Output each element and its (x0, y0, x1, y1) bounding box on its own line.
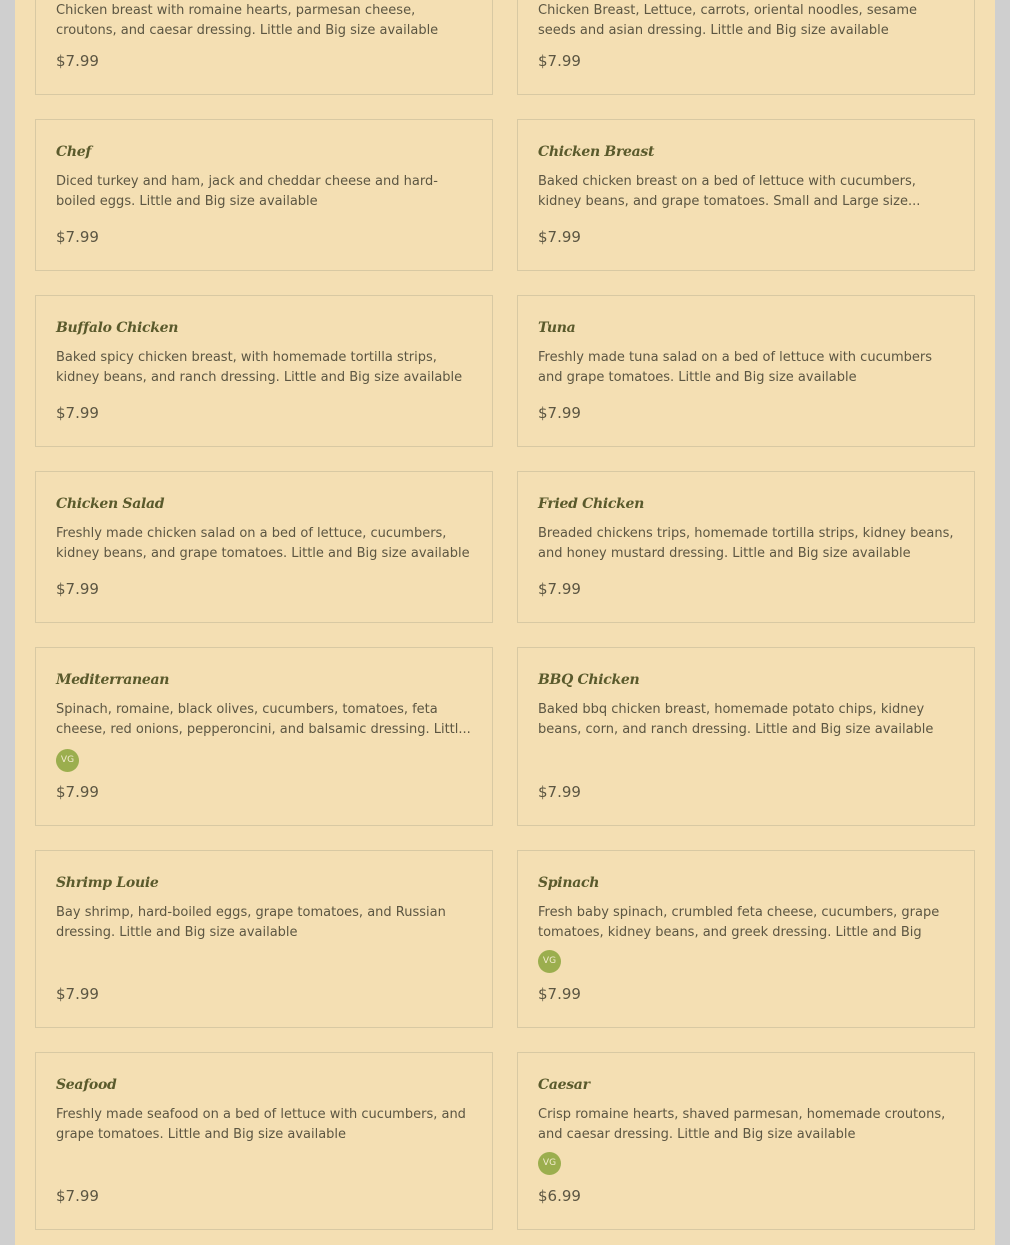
menu-item-name: Caesar (538, 1077, 590, 1093)
menu-item-price: $7.99 (538, 985, 581, 1003)
menu-item-description: Freshly made tuna salad on a bed of lettuce with cucumbers and grape tomatoes. Little and Big size available (538, 350, 932, 385)
menu-item-price: $7.99 (56, 580, 99, 598)
menu-item-price: $7.99 (538, 404, 581, 422)
menu-item-description: Freshly made seafood on a bed of lettuce with cucumbers, and grape tomatoes. Little and Big size available (56, 1107, 466, 1142)
menu-item-price: $7.99 (56, 228, 99, 246)
menu-item-name: Fried Chicken (538, 496, 645, 512)
menu-item-card[interactable] (35, 647, 493, 826)
vegetarian-badge-icon: VG (538, 1152, 561, 1175)
menu-item-card[interactable] (517, 850, 975, 1028)
menu-item-description: Baked bbq chicken breast, homemade potato chips, kidney beans, corn, and ranch dressing. Little and Big size available (538, 702, 934, 737)
menu-item-card[interactable] (35, 295, 493, 447)
menu-item-name: Mediterranean (56, 672, 170, 688)
menu-item-description: Fresh baby spinach, crumbled feta cheese, cucumbers, grape tomatoes, kidney beans, and greek dressing. Little and Big (538, 905, 940, 940)
menu-item-name: Chicken Breast (538, 144, 655, 160)
menu-item-name: Shrimp Louie (56, 875, 159, 891)
menu-item-price: $7.99 (56, 1187, 99, 1205)
menu-item-card[interactable] (517, 647, 975, 826)
vegetarian-badge-icon: VG (538, 950, 561, 973)
menu-item-card[interactable] (517, 0, 975, 95)
menu-item-name: Chef (56, 144, 92, 160)
menu-item-card[interactable] (517, 295, 975, 447)
menu-item-price: $6.99 (538, 1187, 581, 1205)
menu-item-price: $7.99 (538, 783, 581, 801)
menu-item-price: $7.99 (56, 404, 99, 422)
menu-item-name: Seafood (56, 1077, 117, 1093)
menu-item-price: $7.99 (538, 52, 581, 70)
menu-item-price: $7.99 (538, 228, 581, 246)
menu-item-name: BBQ Chicken (538, 672, 640, 688)
menu-item-description: Baked chicken breast on a bed of lettuce with cucumbers, kidney beans, and grape tomatoes. Small and Large size... (538, 174, 921, 209)
menu-item-name: Tuna (538, 320, 576, 336)
menu-item-card[interactable] (35, 471, 493, 623)
menu-item-description: Crisp romaine hearts, shaved parmesan, homemade croutons, and caesar dressing. Little and Big size available (538, 1107, 946, 1142)
menu-item-price: $7.99 (56, 985, 99, 1003)
menu-item-card[interactable] (35, 1052, 493, 1230)
menu-item-name: Buffalo Chicken (56, 320, 179, 336)
menu-item-description: Breaded chickens trips, homemade tortilla strips, kidney beans, and honey mustard dressing. Little and Big size available (538, 526, 954, 561)
menu-item-description: Chicken breast with romaine hearts, parmesan cheese, croutons, and caesar dressing. Little and Big size available (56, 3, 439, 38)
menu-item-card[interactable] (517, 119, 975, 271)
menu-item-description: Chicken Breast, Lettuce, carrots, oriental noodles, sesame seeds and asian dressing. Little and Big size available (538, 3, 917, 38)
menu-item-name: Spinach (538, 875, 600, 891)
menu-item-price: $7.99 (538, 580, 581, 598)
vegetarian-badge-icon: VG (56, 749, 79, 772)
menu-item-description: Spinach, romaine, black olives, cucumbers, tomatoes, feta cheese, red onions, pepperoncini, and balsamic dressing. Littl... (56, 702, 471, 737)
menu-item-card[interactable] (517, 1052, 975, 1230)
menu-item-card[interactable] (35, 119, 493, 271)
menu-item-card[interactable] (35, 0, 493, 95)
menu-item-price: $7.99 (56, 783, 99, 801)
menu-item-description: Freshly made chicken salad on a bed of lettuce, cucumbers, kidney beans, and grape tomatoes. Little and Big size available (56, 526, 470, 561)
menu-item-description: Bay shrimp, hard-boiled eggs, grape tomatoes, and Russian dressing. Little and Big size available (56, 905, 446, 940)
menu-item-description: Diced turkey and ham, jack and cheddar cheese and hard-boiled eggs. Little and Big size available (56, 174, 438, 209)
menu-item-price: $7.99 (56, 52, 99, 70)
menu-item-card[interactable] (517, 471, 975, 623)
menu-item-name: Chicken Salad (56, 496, 165, 512)
menu-item-card[interactable] (35, 850, 493, 1028)
menu-item-description: Baked spicy chicken breast, with homemade tortilla strips, kidney beans, and ranch dressing. Little and Big size available (56, 350, 463, 385)
